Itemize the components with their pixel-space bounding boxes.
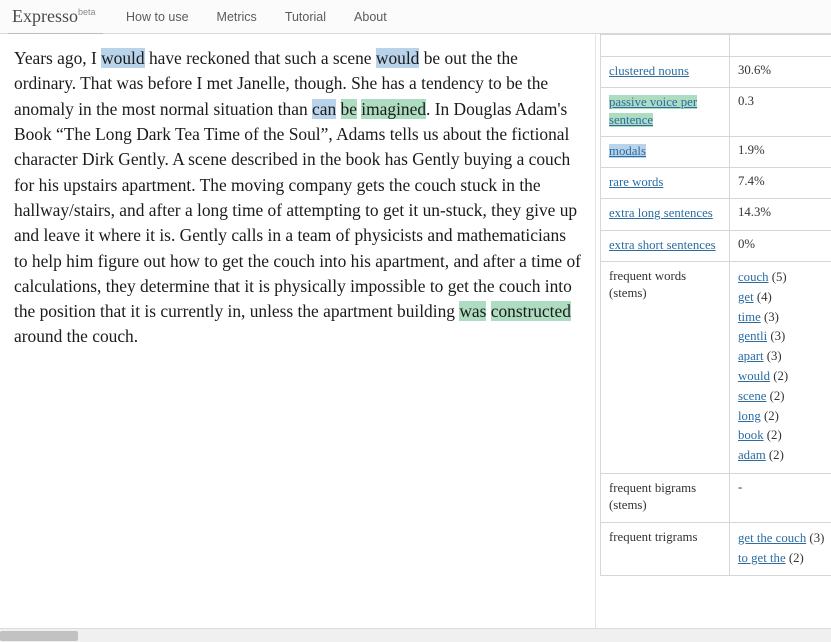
metric-word-count: (2) [766, 388, 785, 403]
metric-value-cell [730, 230, 831, 261]
metrics-row [601, 136, 831, 167]
metric-value-cell [730, 57, 831, 88]
metric-word-link[interactable]: couch [738, 269, 769, 284]
metric-value: 1.9% [738, 142, 765, 157]
metrics-panel [600, 34, 831, 634]
metric-word-link[interactable]: to get the [738, 550, 786, 565]
metric-value-cell [730, 474, 831, 523]
nav-item-how-to-use[interactable]: How to use [126, 10, 189, 24]
metric-label-cell [601, 199, 730, 230]
metric-label: frequent words (stems) [609, 268, 687, 301]
nav-links [112, 0, 401, 34]
metric-value-cell [730, 136, 831, 167]
metrics-row [601, 474, 831, 523]
metric-word-item [738, 549, 831, 569]
metric-word-count: (2) [765, 448, 784, 463]
metric-word-item [738, 529, 831, 549]
highlight-green: imagined [361, 98, 427, 119]
metric-word-link[interactable]: adam [738, 448, 766, 463]
metric-word-count: (2) [760, 408, 779, 423]
highlight-green: be [340, 98, 357, 119]
metrics-table-spacer-row [601, 35, 831, 57]
metric-word-item [738, 367, 831, 387]
metrics-row [601, 57, 831, 88]
metric-value-cell [730, 168, 831, 199]
metric-word-link[interactable]: apart [738, 349, 764, 364]
metric-word-count: (3) [767, 329, 786, 344]
nav-item-about[interactable]: About [354, 10, 387, 24]
metric-word-item [738, 268, 831, 288]
metric-label[interactable]: passive voice per sentence [609, 95, 698, 127]
metrics-row [601, 230, 831, 261]
text-editor-pane[interactable] [0, 34, 596, 634]
highlight-green: was [459, 301, 487, 322]
metric-word-link[interactable]: would [738, 369, 770, 383]
metrics-row [601, 522, 831, 576]
metric-word-count: (2) [770, 369, 789, 383]
metrics-row [601, 199, 831, 230]
metric-value: 14.3% [738, 205, 772, 220]
metrics-table [600, 34, 831, 576]
metric-word-count: (3) [806, 530, 825, 545]
metric-word-item [738, 308, 831, 328]
scrollbar-thumb[interactable] [0, 631, 78, 641]
metric-label[interactable]: clustered nouns [609, 64, 689, 78]
metrics-row [601, 261, 831, 473]
metric-label-cell [601, 57, 730, 88]
metric-label-cell [601, 168, 730, 199]
metric-label: frequent trigrams [609, 529, 698, 544]
metric-value: 7.4% [738, 174, 765, 189]
beta-badge: beta [78, 7, 96, 17]
metric-word-item [738, 327, 831, 347]
metric-word-link[interactable]: time [738, 309, 761, 324]
nav-item-metrics[interactable]: Metrics [216, 10, 257, 24]
metric-value: 0% [738, 236, 756, 251]
nav-item-tutorial[interactable]: Tutorial [284, 10, 327, 24]
metrics-row [601, 88, 831, 137]
metric-value-cell [730, 199, 831, 230]
metric-label-cell [601, 474, 730, 523]
metric-label[interactable]: extra short sentences [609, 237, 716, 252]
metric-word-item [738, 387, 831, 407]
metric-value: 30.6% [738, 63, 772, 77]
metric-value-cell [730, 88, 831, 137]
metric-word-item [738, 407, 831, 427]
metric-label-cell [601, 522, 730, 576]
highlight-blue: can [312, 98, 337, 119]
metric-word-item [738, 446, 831, 466]
metric-value: - [738, 480, 743, 495]
horizontal-scrollbar[interactable] [0, 628, 831, 642]
metric-label: frequent bigrams (stems) [609, 481, 697, 513]
metric-word-link[interactable]: book [738, 428, 764, 443]
metric-word-item [738, 288, 831, 308]
metric-word-link[interactable]: scene [738, 388, 767, 403]
metric-word-link[interactable]: long [738, 408, 761, 423]
metric-word-count: (4) [753, 289, 772, 304]
metric-word-count: (2) [785, 550, 804, 565]
essay-text[interactable]: Years ago, I would have reckoned that such a scene would be out the the ordinary. That was before I met Janelle, though. She has a tendency to be the anomaly in the most normal situation than can be imagined. In Douglas Adam's Book “The Long Dark Tea Time of the Soul”, Adams tells us about the fictional character Dirk Gently. A scene described in the book has Gently buying a couch for his upstairs apartment. The moving company gets the couch stuck in the hallway/stairs, and after a long time of attempting to get it un-stuck, they give up and leave it where it is. Gently calls in a team of physicists and mathematicians to help him figure out how to get the couch into his apartment, and after a time of calculations, they determine that it is physically impossible to get the couch into the position that it is currently in, unless the apartment building was constructed around the couch. [14, 48, 581, 347]
metric-word-count: (2) [763, 428, 782, 443]
metric-label-cell [601, 88, 730, 137]
app-logo-text: Expresso [12, 6, 78, 26]
metric-word-item [738, 347, 831, 367]
metric-word-item [738, 426, 831, 446]
app-logo[interactable] [12, 6, 96, 27]
metric-value: 0.3 [738, 94, 754, 109]
highlight-blue: would [101, 48, 145, 68]
metric-word-list [738, 268, 831, 466]
metric-word-link[interactable]: get [738, 289, 754, 304]
highlight-green: constructed [490, 301, 571, 322]
metric-word-link[interactable]: get the couch [738, 530, 807, 545]
metric-word-count: (3) [760, 309, 779, 324]
metric-word-count: (5) [768, 269, 787, 284]
metric-word-link[interactable]: gentli [738, 329, 768, 344]
metric-value-cell [730, 261, 831, 473]
metrics-row [601, 168, 831, 199]
metric-label[interactable]: modals [609, 143, 646, 158]
metric-label-cell [601, 261, 730, 473]
metric-label[interactable]: extra long sentences [609, 206, 713, 221]
highlight-blue: would [375, 48, 420, 68]
metric-label-cell [601, 230, 730, 261]
metric-value-cell [730, 522, 831, 576]
top-navbar [0, 0, 831, 34]
metric-word-list [738, 529, 831, 569]
metric-label-cell [601, 136, 730, 167]
metric-label[interactable]: rare words [609, 175, 664, 190]
metric-word-count: (3) [763, 349, 782, 364]
